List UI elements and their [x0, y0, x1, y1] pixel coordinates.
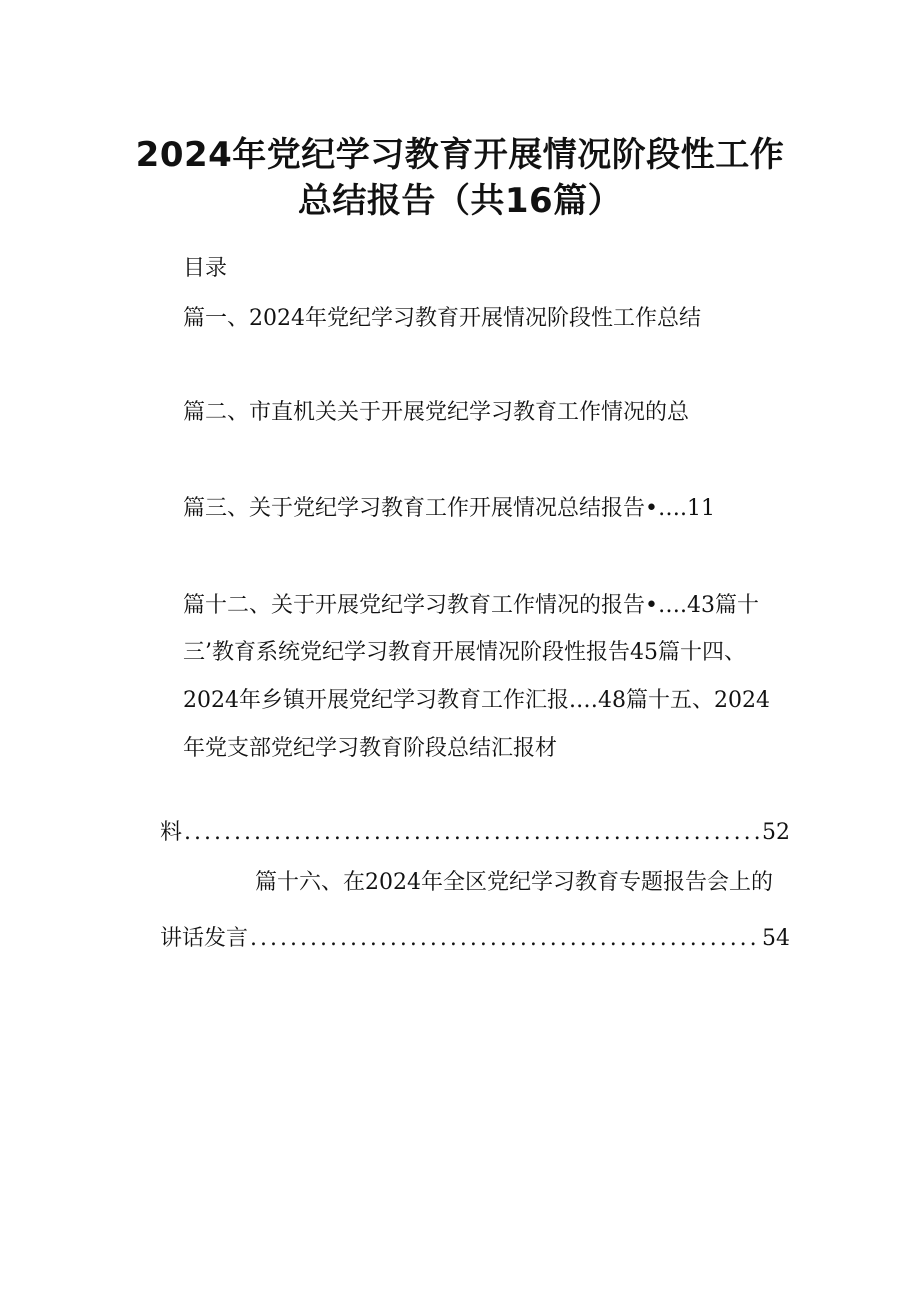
toc-entry-2: 篇二、市直机关关于开展党纪学习教育工作情况的总 — [183, 400, 690, 425]
toc-entry-3: 篇三、关于党纪学习教育工作开展情况总结报告•….11 — [183, 496, 715, 521]
toc-heading: 目录 — [183, 256, 228, 281]
toc-page-number: 54 — [762, 926, 790, 951]
toc-dot-leader-text: 料 — [160, 820, 183, 845]
dot-leader — [250, 924, 760, 954]
dot-leader — [184, 818, 760, 848]
toc-paragraph-line-1: 篇十二、关于开展党纪学习教育工作情况的报告•….43篇十 — [183, 593, 759, 618]
toc-entry-16: 篇十六、在2024年全区党纪学习教育专题报告会上的 — [255, 870, 773, 895]
toc-dot-leader-line-2 — [160, 924, 790, 954]
toc-page-number: 52 — [762, 820, 790, 845]
document-title-line-1: 2024年党纪学习教育开展情况阶段性工作 — [135, 135, 785, 175]
toc-paragraph-line-4: 年党支部党纪学习教育阶段总结汇报材 — [183, 736, 558, 761]
toc-paragraph-line-2: 三’教育系统党纪学习教育开展情况阶段性报告45篇十四、 — [183, 640, 746, 665]
toc-entry-1: 篇一、2024年党纪学习教育开展情况阶段性工作总结 — [183, 306, 701, 331]
toc-dot-leader-line-1 — [160, 818, 790, 848]
document-title-line-2: 总结报告（共16篇） — [297, 181, 623, 221]
toc-dot-leader-text: 讲话发言 — [160, 926, 249, 951]
toc-paragraph-line-3: 2024年乡镇开展党纪学习教育工作汇报.…48篇十五、2024 — [183, 688, 770, 713]
